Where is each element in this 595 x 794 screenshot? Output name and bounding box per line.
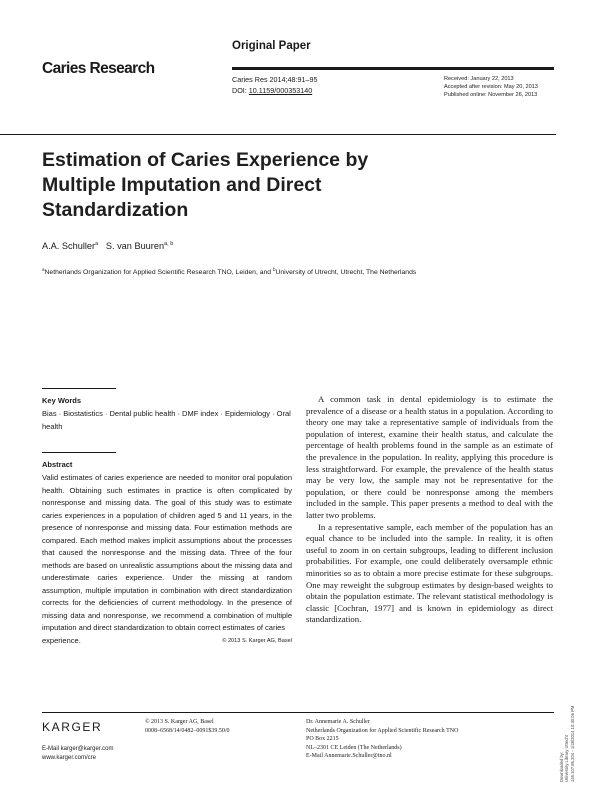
corr-city: NL–2301 CE Leiden (The Netherlands) [306, 744, 402, 751]
affil-sup-a: a [42, 267, 45, 272]
download-line-3: 145.107.86.204 - 1/28/2014 10:30:06 PM [569, 705, 575, 782]
affil-a: Netherlands Organization for Applied Scientific Research TNO, Leiden, and [44, 269, 273, 276]
doi-label: DOI: [232, 85, 249, 95]
publisher-info [145, 718, 230, 735]
header-rule [232, 67, 554, 70]
citation-text: Caries Res 2014;48:91–95 [232, 75, 318, 84]
author-2: S. van Buuren [105, 241, 165, 251]
article-type: Original Paper [232, 40, 311, 52]
accepted-date: Accepted after revision: May 20, 2013 [444, 84, 538, 90]
doi-link[interactable]: 10.1159/000353140 [248, 85, 313, 95]
abstract-copyright: © 2013 S. Karger AG, Basel [222, 637, 292, 644]
affil-b: University of Utrecht, Utrecht, The Netherlands [275, 269, 417, 276]
body-column [306, 394, 553, 626]
citation-block [232, 75, 318, 96]
body-paragraph-2: In a representative sample, each member of the population has an equal chance to be included into the sample. In reality, it is often useful to zoom in on certain subgroups, leading to different inclusion probabilities. For example, one could deliberately oversample ethnic minorities so as to obtain a more precise estimate for these subgroups. One may reweight the subgroup estimates by design-based weights to obtain the population estimate. The relevant statistical methodology is classic [Cochran, 1977] and is known in epidemiology as direct standardization. [306, 521, 553, 625]
body-paragraph-1: A common task in dental epidemiology is to estimate the prevalence of a disease or a health status in a population. According to theory one may take a representative sample of individuals from the population of interest, examine their health status, and calculate the percentage of health problems found in the sample as an estimate of the prevalence in the population. In reality, applying this procedure is less straightforward. For example, the prevalence of the health status may be very low, the sample may not be representative for the population, or there could be nonresponse among the members included in the sample. This paper presents a method to deal with the latter two problems. [306, 394, 553, 520]
author-2-sup: a, b [164, 241, 174, 247]
journal-logo: Caries Research [42, 60, 155, 77]
footer-rule [42, 712, 554, 713]
corr-name: Dr. Annemarie A. Schuller [306, 719, 370, 725]
abstract [42, 472, 292, 647]
affiliations [42, 265, 482, 278]
keywords-heading: Key Words [42, 396, 82, 405]
keywords-text: Bias · Biostatistics · Dental public health · DMF index · Epidemiology · Oral health [42, 409, 291, 431]
abstract-rule [42, 452, 116, 453]
received-date: Received: January 22, 2013 [444, 76, 514, 82]
published-date: Published online: November 26, 2013 [444, 92, 538, 98]
karger-logo: KARGER [42, 720, 103, 734]
corr-email[interactable]: E-Mail Annemarie.Schuller@tno.nl [306, 753, 392, 759]
download-line-1: Downloaded by: [559, 751, 564, 782]
title-rule [0, 134, 556, 135]
correspondence [306, 718, 458, 761]
authors [42, 241, 173, 251]
author-1-sup: a [95, 241, 99, 247]
publisher-contact [42, 745, 113, 762]
keywords-rule [42, 388, 116, 389]
author-1: A.A. Schuller [42, 241, 96, 251]
publisher-copyright: © 2013 S. Karger AG, Basel [145, 719, 214, 725]
download-line-2: University Library Utrecht [564, 734, 570, 782]
abstract-footer [42, 635, 292, 648]
abstract-heading: Abstract [42, 460, 73, 469]
corr-org: Netherlands Organization for Applied Scientific Research TNO [306, 727, 459, 734]
corr-pobox: PO Box 2215 [306, 736, 339, 742]
article-title: Estimation of Caries Experience by Multiple Imputation and Direct Standardization [42, 149, 369, 221]
publisher-issn: 0008–6568/14/0482–0091$39.50/0 [145, 727, 230, 734]
publisher-website[interactable]: www.karger.com/cre [42, 754, 97, 761]
dates-block [444, 75, 538, 99]
affil-sup-b: b [272, 267, 276, 272]
download-stamp [559, 612, 575, 782]
doi-line [232, 86, 318, 97]
abstract-last-word: experience. [42, 635, 81, 645]
abstract-text: Valid estimates of caries experience are needed to monitor oral population health. Obtaining such estimates in practice is often complicated by nonresponse and missing data. The goal of this study was to estimate caries experiences in a population of children aged 5 and 11 years, in the presence of nonresponse and missing data. Four estimation methods are compared. Each method makes implicit assumptions about the processes that caused the nonresponse and the missing data. Three of the four methods are based on unrealistic assumptions about the missing data and underestimate caries experience. Under the missing at random assumption, multiple imputation in combination with direct standardization corrects for the deficiencies of current methodology. In the presence of missing data and nonresponse, we recommend a combination of multiple imputation and direct standardization to obtain correct estimates of caries [42, 473, 292, 632]
publisher-email[interactable]: E-Mail karger@karger.com [42, 746, 114, 752]
